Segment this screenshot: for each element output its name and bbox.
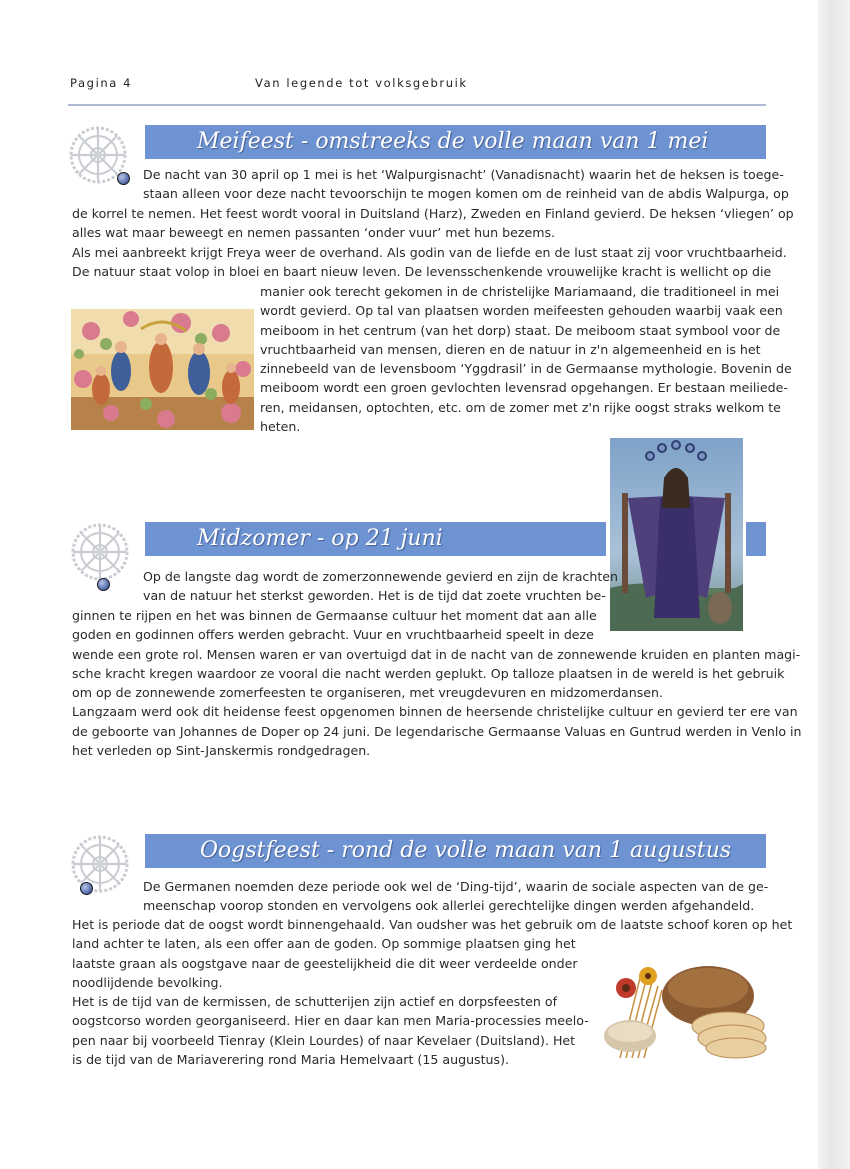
midzomer-body-lines xyxy=(72,606,802,760)
header-rule xyxy=(68,104,766,106)
text-line: Op de langste dag wordt de zomerzonnewende gevierd en zijn de krachten xyxy=(143,569,618,584)
text-line: heten. xyxy=(260,419,301,435)
text-line: meiboom wordt een groen gevlochten levensrad opgehangen. Er bestaan meiliede- xyxy=(260,380,788,396)
text-line: goden en godinnen offers werden gebracht. Vuur en vruchtbaarheid speelt in deze xyxy=(72,627,594,643)
text-line: Langzaam werd ook dit heidense feest opgenomen binnen de heersende christelijke cultuur en gevierd ter ere van xyxy=(72,704,798,720)
meifeest-wrapped-lines xyxy=(260,282,792,436)
harvest-bread-illustration xyxy=(590,948,767,1060)
text-line: oogstcorso worden georganiseerd. Hier en daar kan men Maria-processies meelo- xyxy=(72,1013,589,1029)
text-line: ren, meidansen, optochten, etc. om de zomer met z'n rijke oogst straks welkom te xyxy=(260,399,781,415)
text-line: de korrel te nemen. Het feest wordt vooral in Duitsland (Harz), Zweden en Finland gevierd. De heksen ‘vliegen’ op xyxy=(72,206,794,221)
banner-extension xyxy=(746,522,766,556)
text-line: vruchtbaarheid van mensen, dieren en de natuur in z'n algemeenheid en is het xyxy=(260,341,761,357)
text-line: Het is periode dat de oogst wordt binnengehaald. Van oudsher was het gebruik om de laatste schoof koren op het xyxy=(72,917,793,932)
text-line: Het is de tijd van de kermissen, de schutterijen zijn actief en dorpsfeesten of xyxy=(72,994,558,1010)
text-line: wordt gevierd. Op tal van plaatsen worden meifeesten gehouden waarbij vaak een xyxy=(260,303,783,319)
meifeest-body-lines xyxy=(72,204,794,281)
text-line: om op de zonnewende zomerfeesten te organiseren, met vreugdevuren en midzomerdansen. xyxy=(72,685,664,701)
oogstfeest-intro-lines xyxy=(143,877,768,916)
bullet-icon xyxy=(97,578,110,591)
text-line: wende een grote rol. Mensen waren er van overtuigd dat in de nacht van de zonnewende kruiden en planten magi- xyxy=(72,646,801,662)
meifeest-dance-illustration xyxy=(71,309,254,430)
text-line: Als mei aanbreekt krijgt Freya weer de overhand. Als godin van de liefde en de lust staat zij voor vruchtbaarheid. xyxy=(72,244,787,260)
sun-wheel-icon xyxy=(70,522,130,582)
text-line: De natuur staat volop in bloei en baart nieuw leven. De levensschenkende vrouwelijke kracht is wellicht op die xyxy=(72,263,772,279)
midzomer-intro-lines xyxy=(143,567,618,606)
text-line: van de natuur het sterkst geworden. Het is de tijd dat zoete vruchten be- xyxy=(143,588,606,604)
text-line: zinnebeeld van de levensboom ‘Yggdrasil’ in de Germaanse mythologie. Bovenin de xyxy=(260,361,792,377)
text-line: pen naar bij voorbeeld Tienray (Klein Lourdes) of naar Kevelaer (Duitsland). Het xyxy=(72,1032,576,1048)
text-line: manier ook terecht gekomen in de christelijke Mariamaand, die traditioneel in mei xyxy=(260,284,780,299)
text-line: De Germanen noemden deze periode ook wel de ‘Ding-tijd’, waarin de sociale aspecten van de ge- xyxy=(143,879,769,894)
text-line: noodlijdende bevolking. xyxy=(72,974,223,990)
text-line: land achter te laten, als een offer aan de goden. Op sommige plaatsen ging het xyxy=(72,936,576,952)
text-line: is de tijd van de Mariaverering rond Maria Hemelvaart (15 augustus). xyxy=(72,1052,510,1068)
meifeest-intro-lines xyxy=(143,165,789,204)
text-line: meenschap voorop stonden en vervolgens ook allerlei gerechtelijke dingen werden afgehandeld. xyxy=(143,898,755,914)
bullet-icon xyxy=(80,882,93,895)
document-title: Van legende tot volksgebruik xyxy=(255,76,468,90)
bullet-icon xyxy=(117,172,130,185)
section-title-meifeest: Meifeest - omstreeks de volle maan van 1 mei xyxy=(145,125,766,159)
text-line: alles wat maar beweegt en nemen passanten ‘onder vuur’ met hun bezems. xyxy=(72,225,556,241)
text-line: de geboorte van Johannes de Doper op 24 juni. De legendarische Germaanse Valuas en Guntrud werden in Venlo in xyxy=(72,723,802,739)
text-line: het verleden op Sint-Janskermis rondgedragen. xyxy=(72,743,371,759)
sun-wheel-icon xyxy=(70,834,130,894)
text-line: laatste graan als oogstgave naar de geestelijkheid die dit weer verdeelde onder xyxy=(72,955,578,971)
text-line: De nacht van 30 april op 1 mei is het ‘Walpurgisnacht’ (Vanadisnacht) waarin het de heksen is toege- xyxy=(143,167,784,182)
text-line: staan alleen voor deze nacht tevoorschijn te mogen komen om de reinheid van de abdis Walpurga, op xyxy=(143,186,789,202)
text-line: sche kracht kregen waardoor ze vooral die nacht werden geplukt. Op talloze plaatsen in de wereld is het gebruik xyxy=(72,665,785,681)
page-number: Pagina 4 xyxy=(70,76,133,90)
text-line: meiboom in het centrum (van het dorp) staat. De meiboom staat symbool voor de xyxy=(260,322,781,338)
text-line: ginnen te rijpen en het was binnen de Germaanse cultuur het moment dat aan alle xyxy=(72,608,597,623)
scan-page-edge xyxy=(818,0,850,1169)
freya-goddess-illustration xyxy=(610,438,743,631)
section-title-midzomer: Midzomer - op 21 juni xyxy=(145,522,606,556)
section-title-oogstfeest: Oogstfeest - rond de volle maan van 1 augustus xyxy=(145,834,766,868)
